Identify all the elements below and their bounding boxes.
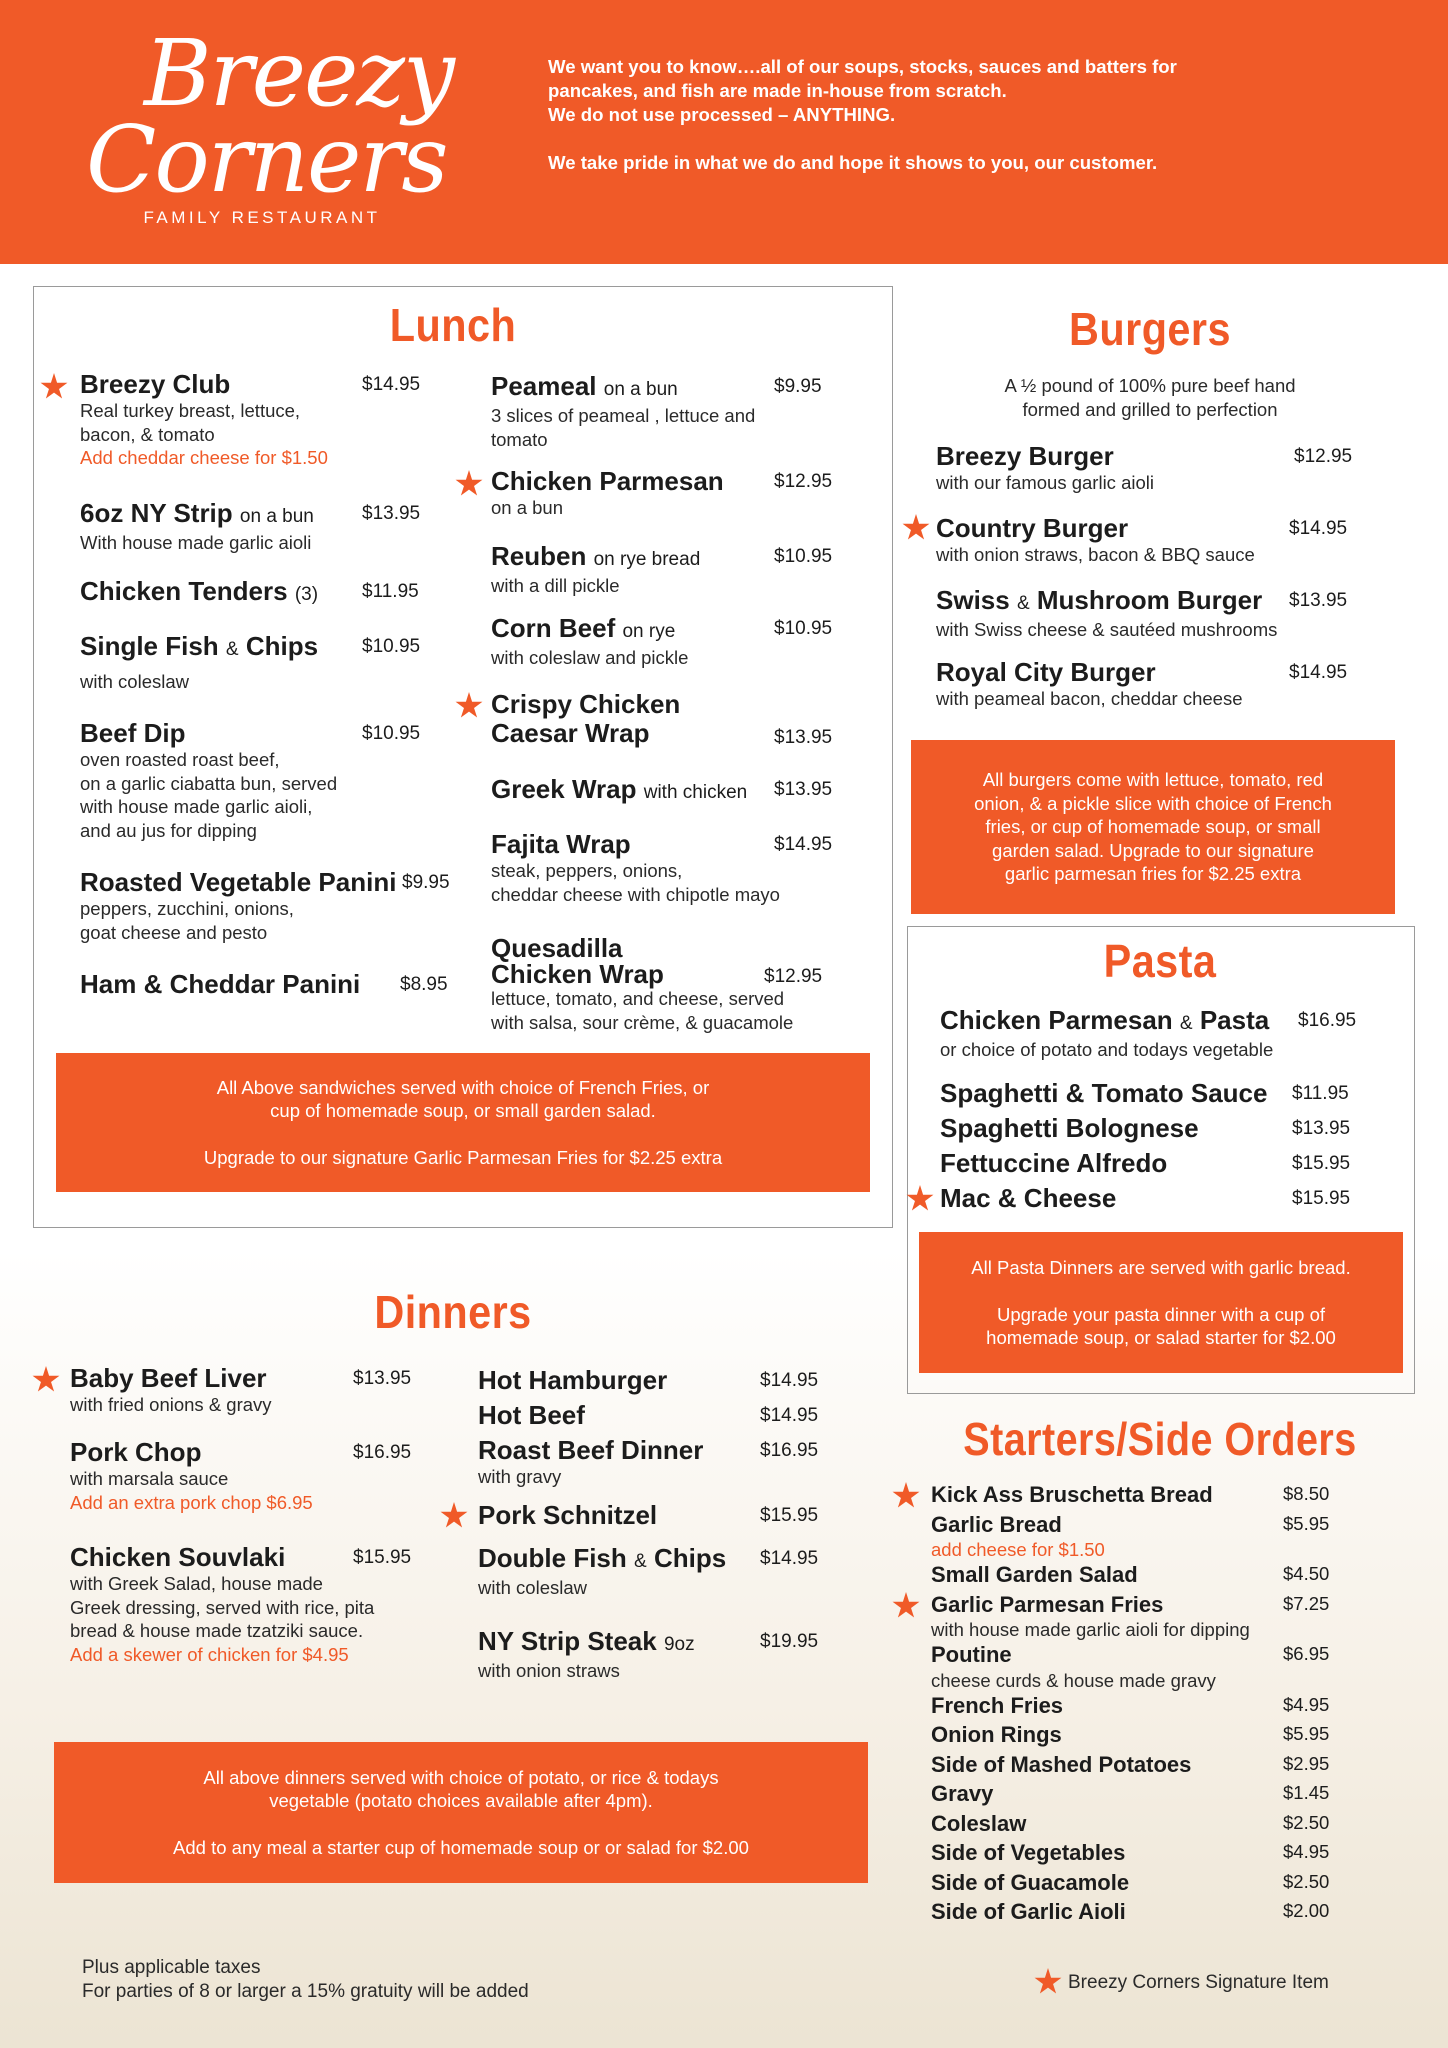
menu-item-gravy: Gravy $1.45 (931, 1781, 1330, 1806)
menu-item-fajita-wrap: Fajita Wrap $14.95 steak, peppers, onions, cheddar cheese with chipotle mayo (491, 829, 833, 905)
footer-notes (82, 1956, 529, 2003)
dinners-sides-note: All above dinners served with choice of potato, or rice & todays vegetable (potato choices available after 4pm). Add to any meal a starter cup of homemade soup or or salad for $2.00 (54, 1742, 868, 1883)
menu-item-double-fish-chips: Double Fish & Chips $14.95 with coleslaw (478, 1543, 819, 1598)
menu-item-fettuccine-alfredo: Fettuccine Alfredo $15.95 (940, 1148, 1351, 1178)
menu-item-garlic-bread: Garlic Bread $5.95 add cheese for $1.50 (931, 1511, 1330, 1560)
logo-word-breezy: Breezy (144, 20, 453, 127)
legend-text: Breezy Corners Signature Item (1068, 1972, 1329, 1993)
menu-item-chicken-parmesan-lunch: Chicken Parmesan $12.95 on a bun (491, 466, 833, 518)
menu-item-roasted-vegetable-panini: Roasted Vegetable Panini $9.95 peppers, zucchini, onions, goat cheese and pesto (80, 867, 450, 943)
intro-line: We want you to know….all of our soups, stocks, sauces and batters for (548, 56, 1177, 77)
menu-item-roast-beef-dinner: Roast Beef Dinner $16.95 with gravy (478, 1435, 819, 1487)
menu-item-peameal: Peameal on a bun $9.95 3 slices of peameal , lettuce and tomato (491, 371, 822, 450)
starters-list (931, 1480, 1361, 1927)
lunch-sides-note: All Above sandwiches served with choice of French Fries, or cup of homemade soup, or small garden salad. Upgrade to our signature Garlic Parmesan Fries for $2.25 extra (56, 1053, 870, 1192)
menu-item-hot-hamburger: Hot Hamburger $14.95 (478, 1365, 819, 1395)
menu-item-hot-beef: Hot Beef $14.95 (478, 1400, 819, 1430)
menu-item-chicken-parmesan-pasta: Chicken Parmesan & Pasta $16.95 or choice of potato and todays vegetable (940, 1005, 1357, 1060)
burgers-intro: A ½ pound of 100% pure beef hand formed and grilled to perfection (1004, 375, 1296, 420)
signature-star-icon (892, 1482, 920, 1510)
menu-item-side-guacamole: Side of Guacamole $2.50 (931, 1869, 1330, 1895)
menu-item-reuben: Reuben on rye bread $10.95 with a dill pickle (491, 541, 833, 596)
menu-item-beef-dip: Beef Dip $10.95 oven roasted roast beef, on a garlic ciabatta bun, served with house made garlic aioli, and au jus for dipping (80, 718, 421, 841)
menu-item-crispy-chicken-caesar-wrap: Crispy Chicken Caesar Wrap $13.95 (491, 689, 833, 748)
intro-line: We take pride in what we do and hope it shows to you, our customer. (548, 152, 1158, 173)
header-banner (0, 0, 1448, 264)
pasta-title: Pasta (1103, 935, 1217, 987)
menu-item-poutine: Poutine $6.95 cheese curds & house made gravy (931, 1642, 1330, 1691)
menu-item-pork-chop: Pork Chop $16.95 with marsala sauce Add an extra pork chop $6.95 (70, 1437, 412, 1513)
signature-star-icon (440, 1502, 468, 1530)
signature-star-icon (892, 1592, 920, 1620)
menu-item-corn-beef: Corn Beef on rye $10.95 with coleslaw and pickle (491, 613, 833, 668)
signature-star-icon (32, 1366, 60, 1394)
menu-item-breezy-club: Breezy Club $14.95 Real turkey breast, lettuce, bacon, & tomato Add cheddar cheese for $1.50 (80, 369, 421, 468)
menu-item-breezy-burger: Breezy Burger $12.95 with our famous garlic aioli (936, 441, 1353, 493)
menu-item-small-garden-salad: Small Garden Salad $4.50 (931, 1562, 1330, 1587)
menu-item-mac-cheese: Mac & Cheese $15.95 (940, 1183, 1351, 1213)
menu-item-spaghetti-bolognese: Spaghetti Bolognese $13.95 (940, 1113, 1351, 1143)
menu-item-swiss-mushroom-burger: Swiss & Mushroom Burger $13.95 with Swiss cheese & sautéed mushrooms (936, 585, 1348, 640)
menu-item-onion-rings: Onion Rings $5.95 (931, 1722, 1330, 1747)
menu-item-ny-strip-steak: NY Strip Steak 9oz $19.95 with onion straws (478, 1626, 819, 1681)
menu-item-ham-cheddar-panini: Ham & Cheddar Panini $8.95 (80, 969, 448, 999)
menu-item-single-fish-chips: Single Fish & Chips $10.95 with coleslaw (80, 631, 421, 692)
gratuity-note: For parties of 8 or larger a 15% gratuity will be added (82, 1980, 529, 2002)
menu-item-baby-beef-liver: Baby Beef Liver $13.95 with fried onions & gravy (70, 1363, 412, 1415)
menu-item-country-burger: Country Burger $14.95 with onion straws, bacon & BBQ sauce (936, 513, 1348, 565)
menu-item-greek-wrap: Greek Wrap with chicken $13.95 (491, 774, 833, 804)
menu-item-pork-schnitzel: Pork Schnitzel $15.95 (478, 1500, 819, 1530)
tax-note: Plus applicable taxes (82, 1957, 261, 1978)
menu-item-french-fries: French Fries $4.95 (931, 1692, 1330, 1718)
logo-subtitle: FAMILY RESTAURANT (143, 208, 381, 227)
intro-line: pancakes, and fish are made in-house from scratch. (548, 80, 1007, 101)
pasta-sides-note: All Pasta Dinners are served with garlic bread. Upgrade your pasta dinner with a cup of homemade soup, or salad starter for $2.00 (919, 1232, 1403, 1373)
menu-item-chicken-tenders: Chicken Tenders (3) $11.95 (80, 576, 419, 606)
menu-item-mashed-potatoes: Side of Mashed Potatoes $2.95 (931, 1751, 1330, 1777)
menu-item-chicken-souvlaki: Chicken Souvlaki $15.95 with Greek Salad, house made Greek dressing, served with rice, pita bread & house made tzatziki sauce. Add a skewer of chicken for $4.95 (70, 1542, 412, 1665)
star-icon (1034, 1968, 1062, 1996)
signature-star-icon (902, 514, 930, 542)
dinners-title: Dinners (374, 1286, 532, 1338)
restaurant-logo (80, 20, 453, 242)
lunch-title: Lunch (389, 299, 517, 351)
menu-item-royal-city-burger: Royal City Burger $14.95 with peameal bacon, cheddar cheese (936, 657, 1348, 709)
burgers-sides-note: All burgers come with lettuce, tomato, red onion, & a pickle slice with choice of French fries, or cup of homemade soup, or small garden salad. Upgrade to our signature garlic parmesan fries for $2.25 extra (911, 740, 1395, 914)
menu-item-spaghetti-tomato: Spaghetti & Tomato Sauce $11.95 (940, 1078, 1349, 1108)
menu-item-garlic-parmesan-fries: Garlic Parmesan Fries $7.25 with house made garlic aioli for dipping (931, 1591, 1330, 1640)
menu-item-side-vegetables: Side of Vegetables $4.95 (931, 1840, 1330, 1865)
intro-line: We do not use processed – ANYTHING. (548, 104, 896, 125)
logo-word-corners: Corners (86, 106, 447, 213)
menu-item-side-garlic-aioli: Side of Garlic Aioli $2.00 (931, 1899, 1330, 1924)
menu-item-coleslaw: Coleslaw $2.50 (931, 1810, 1330, 1836)
intro-text (548, 55, 1328, 175)
starters-title: Starters/Side Orders (963, 1413, 1357, 1465)
menu-item-bruschetta: Kick Ass Bruschetta Bread $8.50 (931, 1482, 1330, 1507)
burgers-title: Burgers (1069, 303, 1231, 355)
menu-item-quesadilla-chicken-wrap: Quesadilla Chicken Wrap $12.95 lettuce, tomato, and cheese, served with salsa, sour crème, & guacamole (491, 933, 823, 1033)
menu-item-ny-strip-lunch: 6oz NY Strip on a bun $13.95 With house made garlic aioli (80, 498, 421, 553)
